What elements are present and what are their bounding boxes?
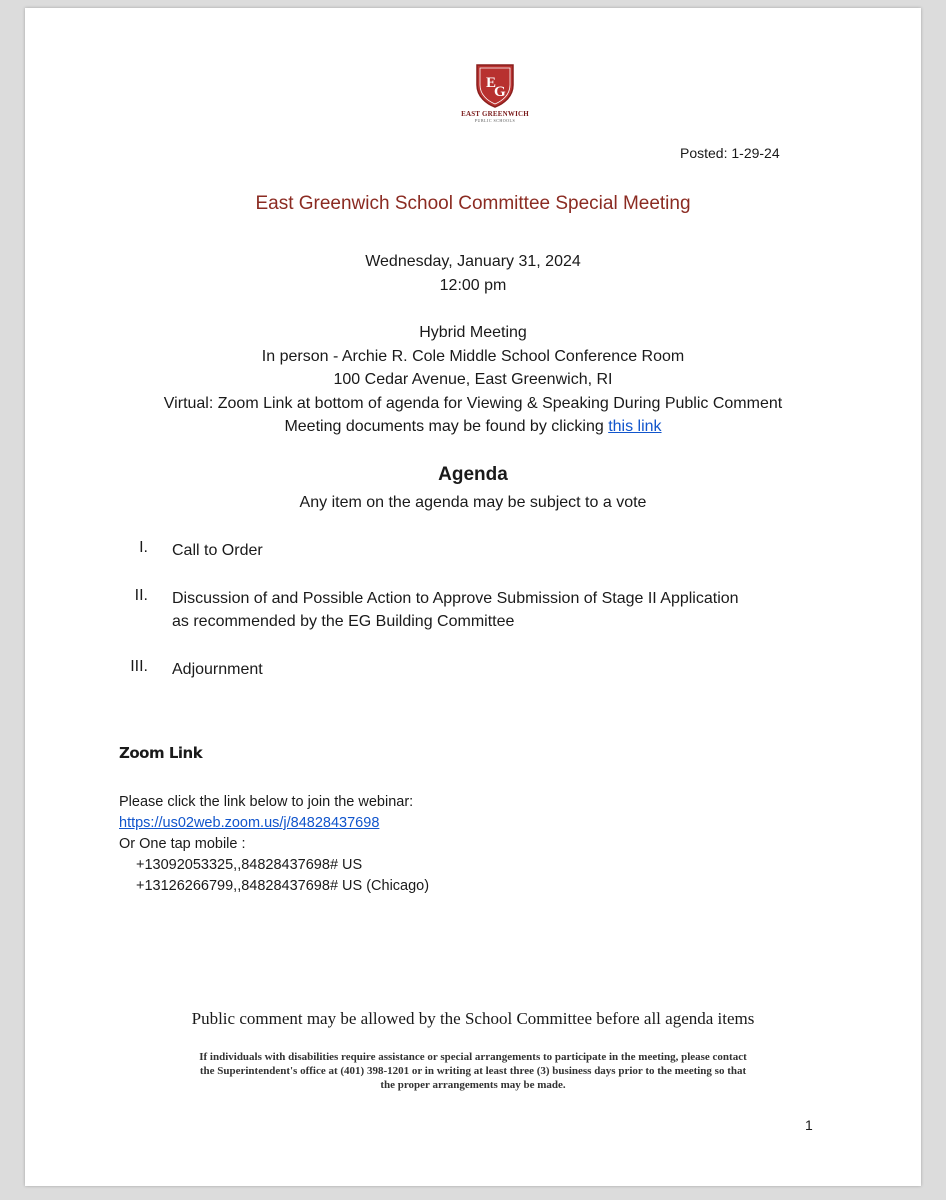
documents-prefix: Meeting documents may be found by clicking bbox=[284, 418, 609, 435]
phone-number-1: +13092053325,,84828437698# US bbox=[136, 857, 363, 873]
agenda-item-text: Adjournment bbox=[172, 661, 263, 678]
meeting-date: Wednesday, January 31, 2024 bbox=[365, 253, 581, 270]
agenda-item-number: III. bbox=[130, 658, 148, 675]
document-title: East Greenwich School Committee Special Meeting bbox=[255, 193, 691, 214]
logo-name: EAST GREENWICH bbox=[461, 110, 529, 118]
phone-number-2: +13126266799,,84828437698# US (Chicago) bbox=[136, 878, 430, 894]
agenda-item-text: Discussion of and Possible Action to Approve Submission of Stage II Application bbox=[172, 590, 739, 607]
zoom-details bbox=[119, 792, 429, 897]
logo-initial-g: G bbox=[494, 84, 506, 100]
agenda-item-number: II. bbox=[134, 587, 148, 604]
disabilities-line-3: the proper arrangements may be made. bbox=[380, 1079, 566, 1091]
zoom-intro: Please click the link below to join the webinar: bbox=[119, 794, 414, 810]
meeting-type: Hybrid Meeting bbox=[419, 324, 527, 341]
disabilities-line-1: If individuals with disabilities require assistance or special arrangements to participate in the meeting, please contact bbox=[199, 1051, 747, 1063]
agenda-heading: Agenda bbox=[438, 464, 508, 485]
documents-link[interactable]: this link bbox=[608, 418, 662, 435]
shield-icon bbox=[475, 63, 515, 109]
zoom-url-link[interactable]: https://us02web.zoom.us/j/84828437698 bbox=[119, 815, 380, 831]
agenda-note: Any item on the agenda may be subject to a vote bbox=[299, 494, 647, 511]
disabilities-notice bbox=[25, 1050, 921, 1092]
public-comment-note: Public comment may be allowed by the School Committee before all agenda items bbox=[191, 1009, 755, 1028]
agenda-item-number: I. bbox=[139, 539, 148, 556]
documents-line bbox=[25, 415, 921, 438]
document-page bbox=[25, 8, 921, 1186]
logo-initial-e: E bbox=[486, 75, 497, 91]
one-tap-label: Or One tap mobile : bbox=[119, 836, 246, 852]
meeting-address: 100 Cedar Avenue, East Greenwich, RI bbox=[333, 371, 613, 388]
agenda-item-text-continued: as recommended by the EG Building Committee bbox=[172, 613, 515, 630]
disabilities-line-2: the Superintendent's office at (401) 398-1201 or in writing at least three (3) business days prior to the meeting so that bbox=[199, 1065, 747, 1077]
page-number: 1 bbox=[805, 1117, 813, 1133]
posted-date: Posted: 1-29-24 bbox=[680, 145, 780, 161]
school-logo bbox=[440, 63, 550, 123]
agenda-item-text: Call to Order bbox=[172, 542, 263, 559]
virtual-info: Virtual: Zoom Link at bottom of agenda for Viewing & Speaking During Public Comment bbox=[163, 395, 783, 412]
meeting-location: In person - Archie R. Cole Middle School Conference Room bbox=[261, 348, 685, 365]
zoom-heading: Zoom Link bbox=[119, 744, 203, 762]
logo-subtitle: PUBLIC SCHOOLS bbox=[474, 118, 516, 123]
meeting-time: 12:00 pm bbox=[439, 277, 507, 294]
